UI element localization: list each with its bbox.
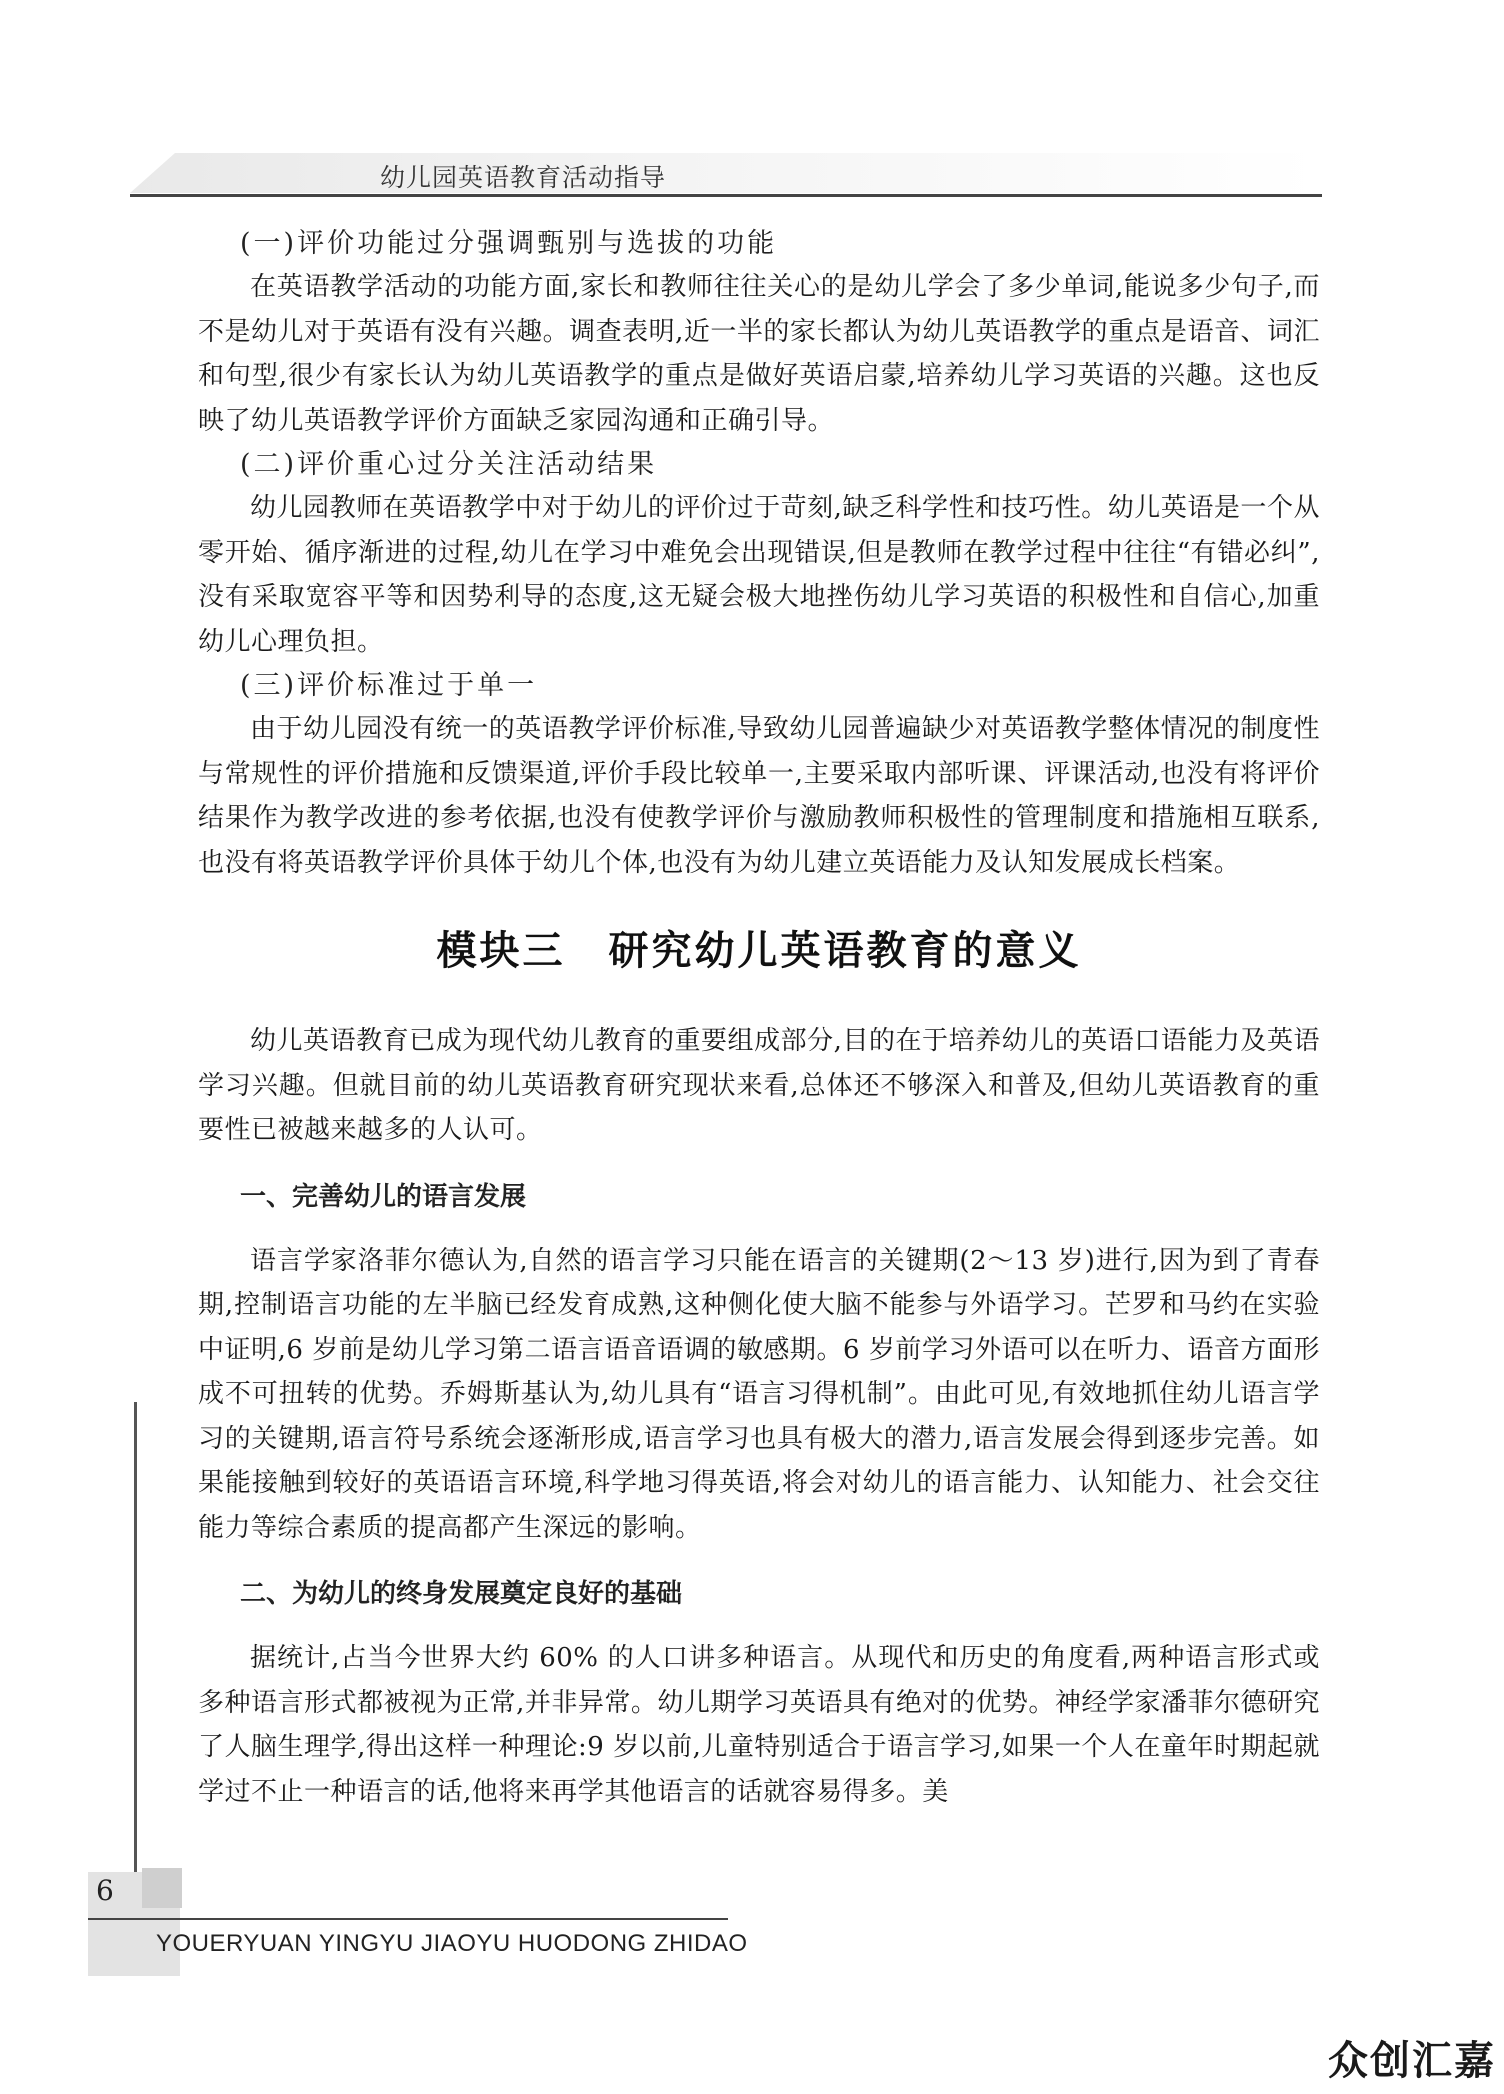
paragraph-2: 幼儿园教师在英语教学中对于幼儿的评价过于苛刻,缺乏科学性和技巧性。幼儿英语是一个从零开始、循序渐进的过程,幼儿在学习中难免会出现错误,但是教师在教学过程中往往“有错必纠”,没有采取宽容平等和因势利导的态度,这无疑会极大地挫伤幼儿学习英语的积极性和自信心,加重幼儿心理负担。 [198, 493, 1320, 657]
subheading-3: (三)评价标准过于单一 [240, 670, 538, 701]
header-band [130, 153, 1320, 193]
module-intro: 幼儿英语教育已成为现代幼儿教育的重要组成部分,目的在于培养幼儿的英语口语能力及英语学习兴趣。但就目前的幼儿英语教育研究现状来看,总体还不够深入和普及,但幼儿英语教育的重要性已被越来越多的人认可。 [198, 1026, 1320, 1145]
header-rule [130, 194, 1322, 197]
footer-rule [88, 1918, 728, 1920]
paragraph-1: 在英语教学活动的功能方面,家长和教师往往关心的是幼儿学会了多少单词,能说多少句子,而不是幼儿对于英语有没有兴趣。调查表明,近一半的家长都认为幼儿英语教学的重点是语音、词汇和句型,很少有家长认为幼儿英语教学的重点是做好英语启蒙,培养幼儿学习英语的兴趣。这也反映了幼儿英语教学评价方面缺乏家园沟通和正确引导。 [198, 272, 1320, 436]
section-paragraph-1: 语言学家洛菲尔德认为,自然的语言学习只能在语言的关键期(2～13 岁)进行,因为到了青春期,控制语言功能的左半脑已经发育成熟,这种侧化使大脑不能参与外语学习。芒罗和马约在实验中证明,6 岁前是幼儿学习第二语言语音语调的敏感期。6 岁前学习外语可以在听力、语音方面形成不可扭转的优势。乔姆斯基认为,幼儿具有“语言习得机制”。由此可见,有效地抓住幼儿语言学习的关键期,语言符号系统会逐渐形成,语言学习也具有极大的潜力,语言发展会得到逐步完善。如果能接触到较好的英语语言环境,科学地习得英语,将会对幼儿的语言能力、认知能力、社会交往能力等综合素质的提高都产生深远的影响。 [198, 1245, 1320, 1543]
watermark-logo: 众创汇嘉 [1328, 2038, 1496, 2084]
page-content [198, 222, 1320, 1814]
module-title: 模块三 研究幼儿英语教育的意义 [436, 928, 1082, 974]
running-header-title: 幼儿园英语教育活动指导 [380, 163, 667, 192]
section-heading-1: 一、完善幼儿的语言发展 [240, 1181, 527, 1212]
page-number: 6 [96, 1874, 114, 1907]
section-paragraph-2: 据统计,占当今世界大约 60% 的人口讲多种语言。从现代和历史的角度看,两种语言形式或多种语言形式都被视为正常,并非异常。幼儿期学习英语具有绝对的优势。神经学家潘菲尔德研究了人脑生理学,得出这样一种理论:9 岁以前,儿童特别适合于语言学习,如果一个人在童年时期起就学过不止一种语言的话,他将来再学其他语言的话就容易得多。美 [198, 1643, 1320, 1807]
subheading-2: (二)评价重心过分关注活动结果 [240, 449, 658, 480]
subheading-1: (一)评价功能过分强调甄别与选拔的功能 [240, 228, 778, 259]
footer-page-box [142, 1868, 182, 1908]
paragraph-3: 由于幼儿园没有统一的英语教学评价标准,导致幼儿园普遍缺少对英语教学整体情况的制度性与常规性的评价措施和反馈渠道,评价手段比较单一,主要采取内部听课、评课活动,也没有将评价结果作为教学改进的参考依据,也没有使教学评价与激励教师积极性的管理制度和措施相互联系,也没有将英语教学评价具体于幼儿个体,也没有为幼儿建立英语能力及认知发展成长档案。 [198, 714, 1320, 878]
footer-pinyin-title: YOUERYUAN YINGYU JIAOYU HUODONG ZHIDAO [156, 1930, 748, 1957]
section-heading-2: 二、为幼儿的终身发展奠定良好的基础 [240, 1579, 683, 1609]
